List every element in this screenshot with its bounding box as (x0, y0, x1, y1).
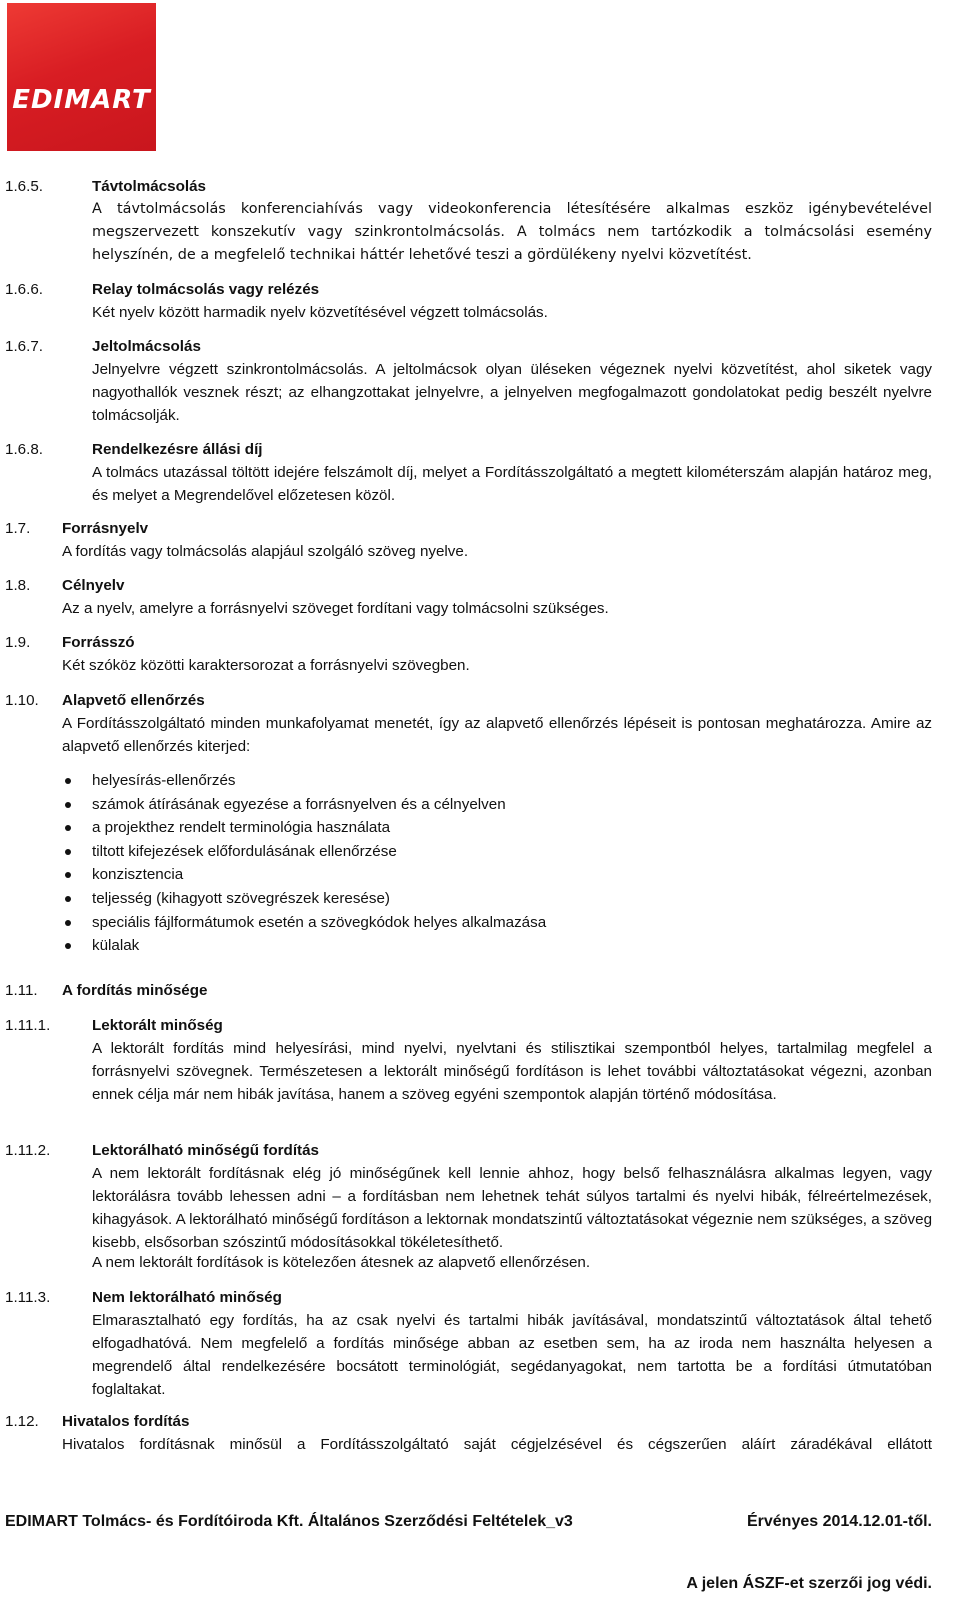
section-number: 1.11.2. (5, 1142, 51, 1159)
section-title: Távtolmácsolás (92, 178, 206, 195)
bullet-icon (65, 778, 71, 784)
section-title: Hivatalos fordítás (62, 1413, 190, 1430)
bullet-icon (65, 920, 71, 926)
section-number: 1.11.3. (5, 1289, 51, 1306)
section-number: 1.6.5. (5, 178, 43, 195)
section-note: A nem lektorált fordítások is kötelezően átesnek az alapvető ellenőrzésen. (92, 1254, 591, 1271)
bullet-icon (65, 943, 71, 949)
edimart-logo (7, 3, 156, 151)
footer-copyright: A jelen ÁSZF-et szerzői jog védi. (686, 1575, 932, 1592)
section-title: Forrásszó (62, 634, 135, 651)
section-body: A lektorált fordítás mind helyesírási, mind nyelvi, nyelvtani és stilisztikai szempontból helyes, tartalmilag megfelel a forrásnyelvi szövegnek. Természetesen a lektorált minőségű fordításon is lehet további változtatásokat végezni, azonban ennek célja már nem hibák javítása, hanem a szöveg egyéni szempontok alapján történő módosítása. (92, 1040, 932, 1103)
section-number: 1.6.8. (5, 441, 43, 458)
section-title: Lektorált minőség (92, 1017, 223, 1034)
section-title: Lektorálható minőségű fordítás (92, 1142, 319, 1159)
list-item: a projekthez rendelt terminológia használata (92, 816, 546, 840)
list-item: helyesírás-ellenőrzés (92, 769, 546, 793)
section-body: Két nyelv között harmadik nyelv közvetítésével végzett tolmácsolás. (92, 304, 548, 321)
bullet-icon (65, 872, 71, 878)
section-title: Nem lektorálható minőség (92, 1289, 282, 1306)
bullet-icon (65, 849, 71, 855)
section-body: A fordítás vagy tolmácsolás alapjául szolgáló szöveg nyelve. (62, 543, 469, 560)
section-body: Az a nyelv, amelyre a forrásnyelvi szöveget fordítani vagy tolmácsolni szükséges. (62, 600, 609, 617)
section-number: 1.6.6. (5, 281, 43, 298)
section-body: A nem lektorált fordításnak elég jó minőségűnek kell lennie ahhoz, hogy belső felhasználásra alkalmas legyen, vagy lektorálásra tovább lehessen adni – a fordításban nem lehetnek tehát súlyos tartalmi és nyelvi hibák, félreértelmezések, kihagyások. A lektorálható minőségű fordításon a lektornak mondatszintű változtatásokat végeznie nem szükséges, a szöveg kisebb, elsősorban szószintű módosításokkal tökéletesíthető. (92, 1165, 933, 1251)
section-body: A távtolmácsolás konferenciahívás vagy videokonferencia létesítésére alkalmas eszköz igénybevételével megszervezett konszekutív vagy szinkrontolmácsolás. A tolmács nem tartózkodik a tolmácsolási esemény helyszínén, de a megfelelő technikai háttér lehetővé teszi a gördülékeny nyelvi közvetítést. (92, 201, 932, 263)
footer-valid-date: Érvényes 2014.12.01-től. (746, 1513, 932, 1530)
section-title: Rendelkezésre állási díj (92, 441, 263, 458)
section-number: 1.9. (5, 634, 31, 651)
list-item: külalak (92, 934, 546, 958)
section-number: 1.6.7. (5, 338, 43, 355)
section-title: A fordítás minősége (62, 982, 208, 999)
section-body: Jelnyelvre végzett szinkrontolmácsolás. A jeltolmácsok olyan üléseken végeznek nyelvi közvetítést, ahol siketek vagy nagyothallók vesznek részt; az elhangzottakat jelnyelvre, a jelnyelven megfogalmazott gondolatokat pedig beszélt nyelvre tolmácsolják. (92, 361, 932, 424)
bullet-icon (65, 896, 71, 902)
section-title: Célnyelv (62, 577, 125, 594)
section-number: 1.8. (5, 577, 31, 594)
section-body: Elmarasztalható egy fordítás, ha az csak nyelvi és tartalmi hibák javításával, mondatszintű változtatások által tehető elfogadhatóvá. Nem megfelelő a fordítás minősége abban az esetben sem, ha az iroda nem használta helyesen a megrendelő által rendelkezésére bocsátott terminológiát, segédanyagokat, nem tartotta be a fordítási útmutatóban foglaltakat. (92, 1312, 932, 1398)
section-title: Relay tolmácsolás vagy relézés (92, 281, 320, 298)
bullet-icon (65, 825, 71, 831)
section-number: 1.10. (5, 692, 39, 709)
section-number: 1.12. (5, 1413, 39, 1430)
section-title: Forrásnyelv (62, 520, 149, 537)
footer-document-title: EDIMART Tolmács- és Fordítóiroda Kft. Általános Szerződési Feltételek_v3 (5, 1513, 573, 1530)
list-item: számok átírásának egyezése a forrásnyelven és a célnyelven (92, 793, 546, 817)
list-item: speciális fájlformátumok esetén a szövegkódok helyes alkalmazása (92, 911, 546, 935)
bullet-icon (65, 802, 71, 808)
section-body: Hivatalos fordításnak minősül a Fordításszolgáltató saját cégjelzésével és cégszerűen aláírt záradékával ellátott (62, 1436, 932, 1453)
section-body: A Fordításszolgáltató minden munkafolyamat menetét, így az alapvető ellenőrzés lépéseit is pontosan meghatározza. Amire az alapvető ellenőrzés kiterjed: (62, 715, 932, 755)
list-item: teljesség (kihagyott szövegrészek keresése) (92, 887, 546, 911)
section-body: A tolmács utazással töltött idejére felszámolt díj, melyet a Fordításszolgáltató a megtett kilométerszám alapján határoz meg, és melyet a Megrendelővel előzetesen közöl. (92, 464, 932, 504)
section-number: 1.11.1. (5, 1017, 51, 1034)
list-item: konzisztencia (92, 863, 546, 887)
section-title: Alapvető ellenőrzés (62, 692, 205, 709)
section-number: 1.11. (5, 982, 38, 999)
section-body: Két szóköz közötti karaktersorozat a forrásnyelvi szövegben. (62, 657, 470, 674)
logo-text: EDIMART (12, 85, 151, 115)
list-item: tiltott kifejezések előfordulásának ellenőrzése (92, 840, 546, 864)
check-list (92, 769, 546, 958)
section-title: Jeltolmácsolás (92, 338, 201, 355)
section-number: 1.7. (5, 520, 31, 537)
